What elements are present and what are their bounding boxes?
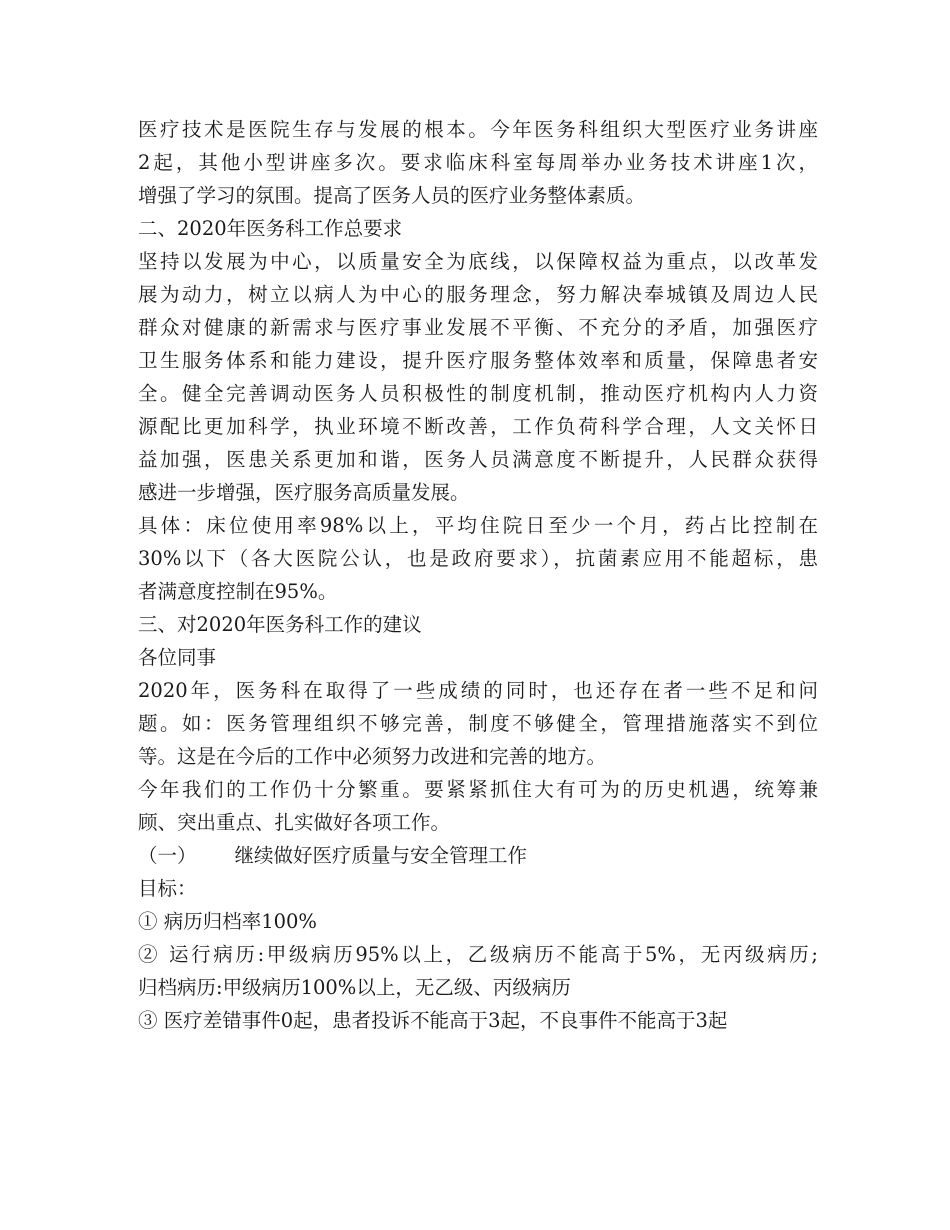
text-line: 坚持以发展为中心，以质量安全为底线，以保障权益为重点，以改革发 (138, 250, 818, 273)
salutation: 各位同事 (138, 646, 217, 669)
text-line: 题。如：医务管理组织不够完善，制度不够健全，管理措施落实不到位 (138, 712, 818, 735)
list-item: ③ 医疗差错事件0起，患者投诉不能高于3起，不良事件不能高于3起 (138, 1009, 728, 1032)
text-line: 全。健全完善调动医务人员积极性的制度机制，推动医疗机构内人力资 (138, 382, 818, 405)
text-line: 顾、突出重点、扎实做好各项工作。 (138, 811, 451, 834)
section-heading: 二、2020年医务科工作总要求 (138, 217, 403, 240)
list-item: ① 病历归档率100% (138, 910, 317, 933)
text-line: 目标： (138, 877, 197, 900)
text-line: 30%以下（各大医院公认，也是政府要求），抗菌素应用不能超标，患 (138, 547, 818, 570)
subsection-number: （一） (138, 844, 197, 867)
text-line: 卫生服务体系和能力建设，提升医疗服务整体效率和质量，保障患者安 (138, 349, 818, 372)
text-line: 者满意度控制在95%。 (138, 580, 338, 603)
text-line: 展为动力，树立以病人为中心的服务理念，努力解决奉城镇及周边人民 (138, 283, 818, 306)
text-line: 归档病历:甲级病历100%以上，无乙级、丙级病历 (138, 976, 571, 999)
list-item: ② 运行病历:甲级病历95%以上，乙级病历不能高于5%，无丙级病历; (138, 943, 818, 966)
section-heading: 三、对2020年医务科工作的建议 (138, 613, 422, 636)
document-body (138, 113, 818, 1037)
text-line: 增强了学习的氛围。提高了医务人员的医疗业务整体素质。 (138, 184, 646, 207)
text-line: 感进一步增强，医疗服务高质量发展。 (138, 481, 470, 504)
subsection-heading (138, 839, 818, 872)
text-line: 等。这是在今后的工作中必须努力改进和完善的地方。 (138, 745, 607, 768)
text-line: 群众对健康的新需求与医疗事业发展不平衡、不充分的矛盾，加强医疗 (138, 316, 818, 339)
text-line: 具体：床位使用率98%以上，平均住院日至少一个月，药占比控制在 (138, 514, 818, 537)
subsection-title: 继续做好医疗质量与安全管理工作 (234, 844, 528, 867)
text-line: 益加强，医患关系更加和谐，医务人员满意度不断提升，人民群众获得 (138, 448, 818, 471)
text-line: 2020年，医务科在取得了一些成绩的同时，也还存在者一些不足和问 (138, 679, 818, 702)
text-line: 2起，其他小型讲座多次。要求临床科室每周举办业务技术讲座1次， (138, 151, 818, 174)
text-line: 源配比更加科学，执业环境不断改善，工作负荷科学合理，人文关怀日 (138, 415, 818, 438)
text-line: 医疗技术是医院生存与发展的根本。今年医务科组织大型医疗业务讲座 (138, 118, 818, 141)
text-line: 今年我们的工作仍十分繁重。要紧紧抓住大有可为的历史机遇，统筹兼 (138, 778, 818, 801)
